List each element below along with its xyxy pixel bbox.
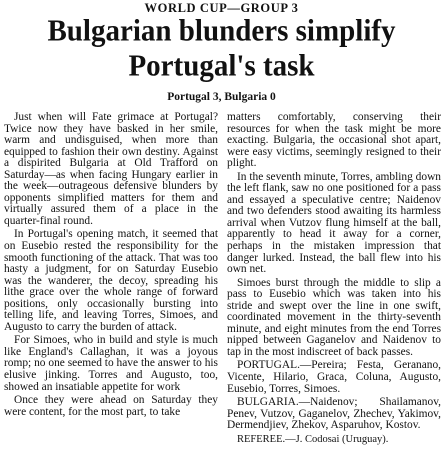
headline-line-1: Bulgarian blunders simplify — [47, 14, 396, 48]
article-paragraph: Simoes burst through the middle to slip a pass to Eusebio which was taken into his stride and swept over the line in one swift, coordinated movement in the thirty-seventh minute, and eight minutes from the end Torres nipped between Gaganelov and Naidenov to tap in the most indiscreet of back passes. — [227, 276, 441, 358]
score-line: Portugal 3, Bulgaria 0 — [167, 91, 276, 103]
referee-line: REFEREE.—J. Codosai (Uruguay). — [237, 433, 389, 445]
article-paragraph: In the seventh minute, Torres, ambling down the left flank, saw no one positioned for a pass and essayed a speculative centre; Naidenov and two defenders stood awaiting its harmless arrival when Vutzov flung himself at the ball, apparently to head it away for a corner, perhaps in the mistaken impression that danger lurked. Instead, the ball flew into his own net. — [227, 170, 441, 276]
headline — [0, 14, 443, 84]
article-paragraph-continued: matters comfortably, conserving their resources for when the task might be more exacting. Bulgaria, the occasional shot apart, were easy victims, seemingly resigned to their plight. — [227, 111, 441, 170]
lineup-portugal: PORTUGAL.—Pereira; Festa, Geranano, Vicente, Hilario, Graca, Coluna, Augusto, Eusebio, Torres, Simoes. — [227, 359, 441, 395]
headline-line-2: Portugal's task — [128, 49, 315, 83]
section-kicker: WORLD CUP—GROUP 3 — [144, 1, 299, 15]
article-paragraph: Just when will Fate grimace at Portugal? Twice now they have basked in her smile, warm and undisguised, when more than equipped to fashion their own destiny. Against a dispirited Bulgaria at Old Trafford on Saturday—as when facing Hungary earlier in the week—outrageous defensive blunders by opponents simplified matters for them and virtually assured them of a place in the quarter-final round. — [4, 111, 218, 227]
lineup-bulgaria: BULGARIA.—Naidenov; Shailamanov, Penev, Vutzov, Gaganelov, Zhechev, Yakimov, Dermendjiev, Zhekov, Asparuhov, Kostov. — [227, 396, 441, 432]
article-paragraph: In Portugal's opening match, it seemed that on Eusebio rested the responsibility for the smooth functioning of the attack. That was too hasty a judgment, for on Saturday Eusebio was the wanderer, the decoy, spreading his lithe grace over the whole range of forward positions, only occasionally bursting into telling life, and leaving Torres, Simoes, and Augusto to carry the burden of attack. — [4, 228, 218, 333]
article-paragraph: For Simoes, who in build and style is much like England's Callaghan, it was a joyous romp; no one seemed to have the answer to his elusive jinking. Torres and Augusto, too, showed an insatiable appetite for work — [4, 334, 218, 393]
article-column-left — [4, 112, 218, 418]
article-paragraph: Once they were ahead on Saturday they were content, for the most part, to take — [4, 394, 218, 418]
article-column-right — [227, 112, 441, 445]
